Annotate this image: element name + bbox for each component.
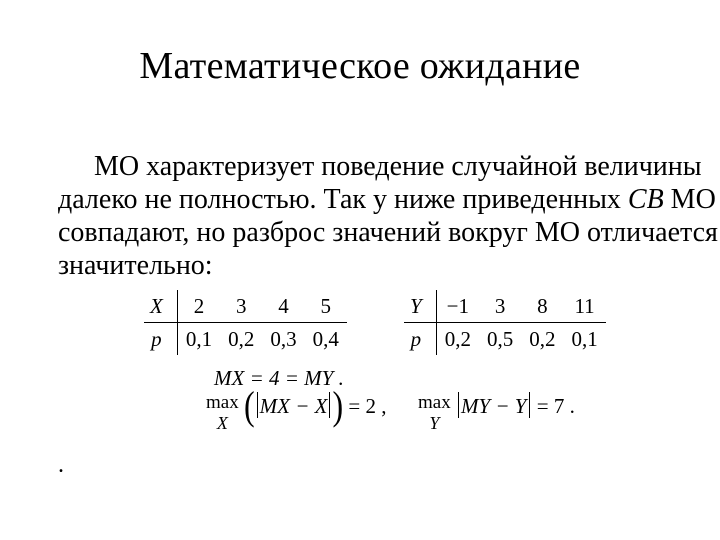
max-expression-y	[456, 392, 575, 418]
abs-bar	[529, 392, 530, 418]
table-x-header: X	[144, 290, 177, 323]
paragraph-text-end: МО совпадают, но разброс значений вокруг МО отличается значительно:	[58, 184, 718, 281]
max-subscript-y: Y	[429, 413, 440, 433]
table-y-prob: 0,2	[444, 326, 471, 351]
table-x-value: 3	[220, 290, 262, 323]
formula-mean-equality	[214, 366, 344, 391]
table-y-value: 8	[521, 290, 563, 323]
table-x-prob: 0,2	[228, 326, 255, 351]
table-y-value: −1	[436, 290, 479, 323]
table-x-value: 2	[177, 290, 220, 323]
max-rhs-x: = 2 ,	[348, 394, 387, 418]
description-paragraph	[58, 150, 718, 282]
max-word-x: max	[206, 392, 239, 413]
distribution-table-y	[404, 290, 606, 355]
table-y-prob: 0,2	[529, 326, 556, 351]
max-inner-y: MY − Y	[460, 394, 527, 418]
table-y-header: Y	[404, 290, 436, 323]
table-x-prob: 0,1	[185, 326, 213, 351]
paragraph-cb: СВ	[627, 184, 664, 215]
distribution-table-x	[144, 290, 347, 355]
max-word-y: max	[418, 392, 451, 413]
table-y-prob: 0,5	[486, 326, 514, 351]
table-y-value: 3	[479, 290, 521, 323]
formula-mean-text: MX = 4 = MY .	[214, 366, 344, 390]
footer-dot: .	[58, 452, 64, 478]
table-x-value: 5	[305, 290, 347, 323]
max-inner-x: MX − X	[259, 394, 328, 418]
abs-bar	[257, 392, 258, 418]
max-rhs-y: = 7 .	[536, 394, 575, 418]
table-x-prob-label: p	[144, 323, 177, 356]
page-title: Математическое ожидание	[139, 45, 581, 87]
abs-bar	[458, 392, 459, 418]
paren-left: (	[243, 382, 255, 428]
paragraph-text-start: МО характеризует поведение случайной величины далеко не полностью. Так у ниже приведенных	[58, 151, 702, 215]
formula-max-deviation-y	[418, 392, 575, 432]
table-y-prob: 0,1	[571, 326, 598, 351]
paren-right: )	[332, 382, 344, 428]
max-operator-y	[418, 392, 451, 432]
max-subscript-x: X	[216, 413, 228, 433]
abs-bar	[329, 392, 330, 418]
table-x-prob: 0,4	[312, 326, 339, 351]
table-y-value: 11	[563, 290, 605, 323]
formula-max-deviation-x	[206, 382, 387, 433]
max-expression-x	[243, 382, 387, 428]
table-y-prob-label: p	[404, 323, 436, 356]
table-x-prob: 0,3	[270, 326, 297, 351]
table-x-value: 4	[262, 290, 304, 323]
max-operator-x	[206, 392, 239, 432]
